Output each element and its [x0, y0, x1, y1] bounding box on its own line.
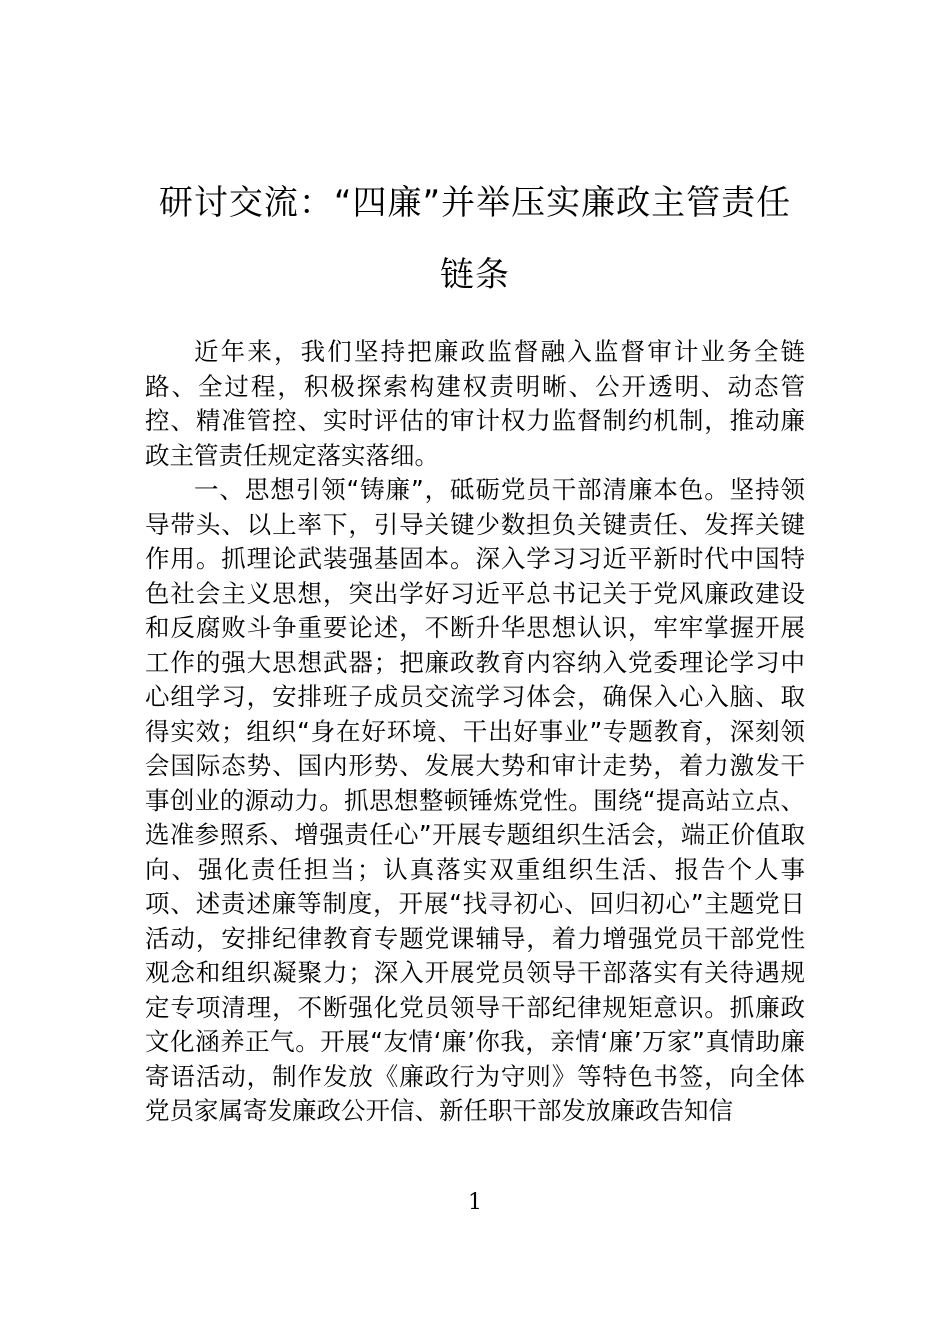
- document-body: [145, 335, 805, 1129]
- document-title: 研讨交流：“四廉”并举压实廉政主管责任链条: [158, 183, 792, 295]
- paragraph-section-one: 一、思想引领“铸廉”，砥砺党员干部清廉本色。坚持领导带头、以上率下，引导关键少数担负关键责任、发挥关键作用。抓理论武装强基固本。深入学习习近平新时代中国特色社会主义思想，突出学好习近平总书记关于党风廉政建设和反腐败斗争重要论述，不断升华思想认识，牢牢掌握开展工作的强大思想武器；把廉政教育内容纳入党委理论学习中心组学习，安排班子成员交流学习体会，确保入心入脑、取得实效；组织“身在好环境、干出好事业”专题教育，深刻领会国际态势、国内形势、发展大势和审计走势，着力激发干事创业的源动力。抓思想整顿锤炼党性。围绕“提高站立点、选准参照系、增强责任心”开展专题组织生活会，端正价值取向、强化责任担当；认真落实双重组织生活、报告个人事项、述责述廉等制度，开展“找寻初心、回归初心”主题党日活动，安排纪律教育专题党课辅导，着力增强党员干部党性观念和组织凝聚力；深入开展党员领导干部落实有关待遇规定专项清理，不断强化党员领导干部纪律规矩意识。抓廉政文化涵养正气。开展“友情‘廉’你我，亲情‘廉’万家”真情助廉寄语活动，制作发放《廉政行为守则》等特色书签，向全体党员家属寄发廉政公开信、新任职干部发放廉政告知信: [145, 475, 805, 1125]
- page-number: 1: [468, 1190, 482, 1215]
- paragraph-intro: 近年来，我们坚持把廉政监督融入监督审计业务全链路、全过程，积极探索构建权责明晰、公开透明、动态管控、精准管控、实时评估的审计权力监督制约机制，推动廉政主管责任规定落实落细。: [145, 337, 805, 470]
